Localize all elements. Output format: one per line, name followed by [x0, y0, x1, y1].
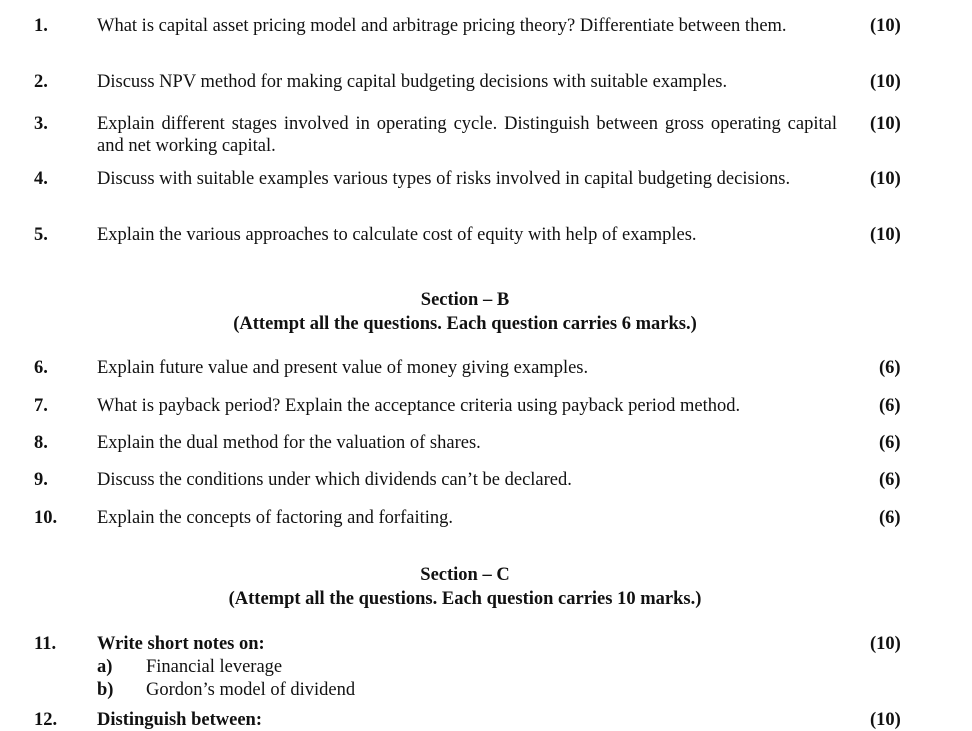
question-number: 11.	[34, 634, 57, 654]
question-marks: (10)	[870, 169, 901, 189]
question-number: 3.	[34, 114, 48, 134]
question-text: Explain the various approaches to calculate cost of equity with help of examples.	[97, 225, 697, 245]
question-marks: (6)	[879, 358, 901, 378]
question-text: Discuss the conditions under which dividends can’t be declared.	[97, 470, 572, 490]
part-text: Gordon’s model of dividend	[146, 680, 356, 700]
question-marks: (10)	[870, 72, 901, 92]
question-marks: (10)	[870, 114, 901, 134]
section-b-title: Section – B	[420, 290, 510, 310]
question-text: What is capital asset pricing model and arbitrage pricing theory? Differentiate between them.	[97, 16, 787, 36]
question-text: Discuss NPV method for making capital budgeting decisions with suitable examples.	[97, 72, 728, 92]
question-marks: (6)	[879, 396, 901, 416]
question-number: 9.	[34, 470, 48, 490]
section-c-instruction: (Attempt all the questions. Each question carries 10 marks.)	[228, 589, 702, 609]
question-text: Explain the concepts of factoring and forfaiting.	[97, 508, 453, 528]
question-marks: (6)	[879, 508, 901, 528]
question-number: 4.	[34, 169, 48, 189]
question-text: Explain future value and present value of money giving examples.	[97, 358, 589, 378]
question-number: 8.	[34, 433, 48, 453]
section-c-title: Section – C	[420, 565, 510, 585]
question-marks: (10)	[870, 16, 901, 36]
question-text: What is payback period? Explain the acceptance criteria using payback period method.	[97, 396, 741, 416]
question-text: Write short notes on:	[97, 634, 265, 654]
question-marks: (10)	[870, 710, 901, 730]
question-number: 5.	[34, 225, 48, 245]
part-text: Financial leverage	[146, 657, 283, 677]
question-text: Explain the dual method for the valuation of shares.	[97, 433, 481, 453]
question-number: 2.	[34, 72, 48, 92]
question-number: 10.	[34, 508, 58, 528]
part-label: a)	[97, 657, 113, 677]
question-number: 12.	[34, 710, 58, 730]
question-text: Distinguish between:	[97, 710, 262, 730]
question-marks: (6)	[879, 470, 901, 490]
question-number: 7.	[34, 396, 48, 416]
question-text: Explain different stages involved in operating cycle. Distinguish between gross operating capital and net working capital.	[97, 114, 837, 156]
part-label: b)	[97, 680, 114, 700]
question-marks: (10)	[870, 634, 901, 654]
question-number: 1.	[34, 16, 48, 36]
question-text: Discuss with suitable examples various types of risks involved in capital budgeting decisions.	[97, 169, 791, 189]
question-marks: (10)	[870, 225, 901, 245]
section-b-instruction: (Attempt all the questions. Each question carries 6 marks.)	[233, 314, 697, 334]
question-number: 6.	[34, 358, 48, 378]
question-marks: (6)	[879, 433, 901, 453]
